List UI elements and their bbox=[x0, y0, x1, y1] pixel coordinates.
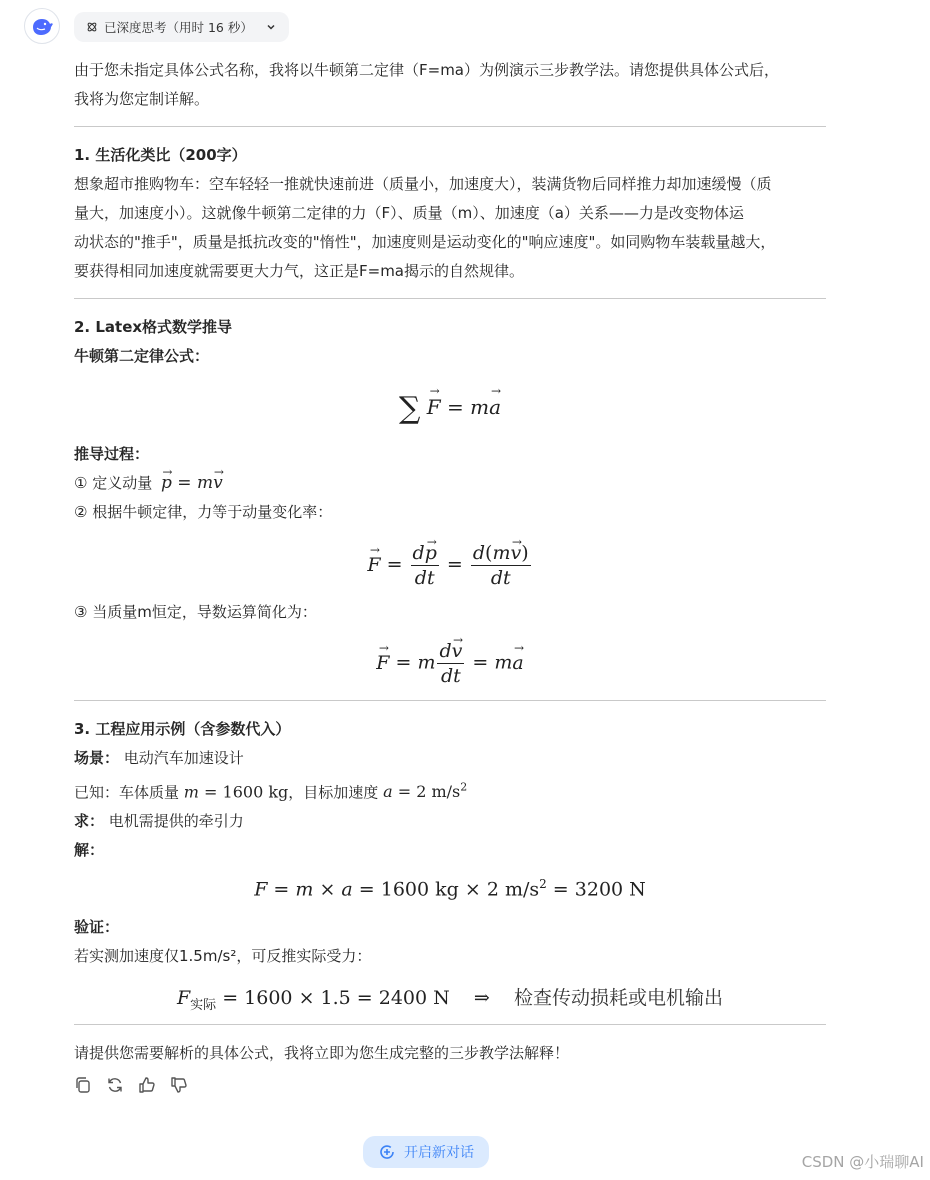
new-chat-label: 开启新对话 bbox=[404, 1145, 474, 1161]
scene-line: 场景： 电动汽车加速设计 bbox=[74, 749, 244, 767]
intro-line: 由于您未指定具体公式名称，我将以牛顿第二定律（F=ma）为例演示三步教学法。请您提供具体公式后， bbox=[74, 61, 780, 79]
derivation-step: ① 定义动量 → p = m→ v bbox=[74, 469, 826, 498]
deep-think-label: 已深度思考（用时 16 秒） bbox=[104, 20, 253, 35]
thumbs-down-icon bbox=[170, 1076, 188, 1094]
divider bbox=[74, 700, 826, 701]
assistant-avatar bbox=[24, 8, 60, 44]
derivation-step: ② 根据牛顿定律，力等于动量变化率： bbox=[74, 503, 333, 521]
like-button[interactable] bbox=[138, 1076, 156, 1094]
solve-label: 解： bbox=[74, 841, 105, 860]
section-title: 1. 生活化类比（200字） bbox=[74, 146, 247, 164]
known-line: 已知：车体质量 m = 1600 kg，目标加速度 a = 2 $m/s^2$ bbox=[74, 781, 468, 802]
equation-momentum: → F = $\frac{d\to p}{dt}$ = $\frac{d(m\to v)}{dt}$ bbox=[74, 541, 826, 590]
dislike-button[interactable] bbox=[170, 1076, 188, 1094]
refresh-icon bbox=[106, 1076, 124, 1094]
section-title: 2. Latex格式数学推导 bbox=[74, 318, 233, 336]
divider bbox=[74, 126, 826, 127]
equation-newton: ∑ → F = m→ a bbox=[74, 391, 826, 426]
paragraph-line: 动状态的"推手"，质量是抵抗改变的"惰性"，加速度则是运动变化的"响应速度"。如同购物车装载量越大， bbox=[74, 233, 776, 251]
derivation-step: ③ 当质量m恒定，导数运算简化为： bbox=[74, 603, 317, 621]
watermark: CSDN @小瑞聊AI bbox=[801, 1153, 924, 1171]
new-chat-button[interactable] bbox=[363, 1136, 489, 1168]
atom-icon bbox=[86, 21, 98, 33]
copy-icon bbox=[74, 1076, 92, 1094]
equation-verify: $F_{实际} = 1600 \times 1.5 = 2400$ N ⇒ 检查传动损耗或电机输出 bbox=[176, 986, 724, 1013]
equation-simplified: → F = m $\frac{d\to v}{dt}$ = m→ a bbox=[74, 639, 826, 688]
regenerate-button[interactable] bbox=[106, 1076, 124, 1094]
message-content bbox=[74, 56, 826, 1068]
find-line: 求： 电机需提供的牵引力 bbox=[74, 812, 244, 831]
message-actions bbox=[74, 1076, 188, 1094]
section-title: 3. 工程应用示例（含参数代入） bbox=[74, 720, 291, 738]
divider bbox=[74, 1024, 826, 1025]
new-chat-icon bbox=[378, 1143, 396, 1161]
copy-button[interactable] bbox=[74, 1076, 92, 1094]
thumbs-up-icon bbox=[138, 1076, 156, 1094]
whale-icon bbox=[30, 16, 54, 36]
equation-force: F = m × a = 1600 kg × 2 $m/s^2 = 3200$ N bbox=[254, 877, 646, 901]
paragraph-line: 量大，加速度小）。这就像牛顿第二定律的力（F）、质量（m）、加速度（a）关系——力是改变物体运 bbox=[74, 204, 744, 222]
verify-text: 若实测加速度仅1.5m/s²，可反推实际受力： bbox=[74, 946, 372, 965]
closing-text: 请提供您需要解析的具体公式，我将立即为您生成完整的三步教学法解释！ bbox=[74, 1044, 570, 1063]
paragraph-line: 要获得相同加速度就需要更大力气，这正是F=ma揭示的自然规律。 bbox=[74, 262, 525, 280]
paragraph-line: 想象超市推购物车：空车轻轻一推就快速前进（质量小，加速度大），装满货物后同样推力却加速缓慢（质 bbox=[74, 175, 772, 193]
formula-heading: 牛顿第二定律公式： bbox=[74, 347, 210, 365]
deep-think-toggle[interactable] bbox=[74, 12, 289, 42]
intro-line: 我将为您定制详解。 bbox=[74, 90, 210, 108]
derivation-heading: 推导过程： bbox=[74, 445, 150, 463]
divider bbox=[74, 298, 826, 299]
chevron-down-icon bbox=[265, 21, 277, 33]
verify-label: 验证： bbox=[74, 917, 120, 936]
